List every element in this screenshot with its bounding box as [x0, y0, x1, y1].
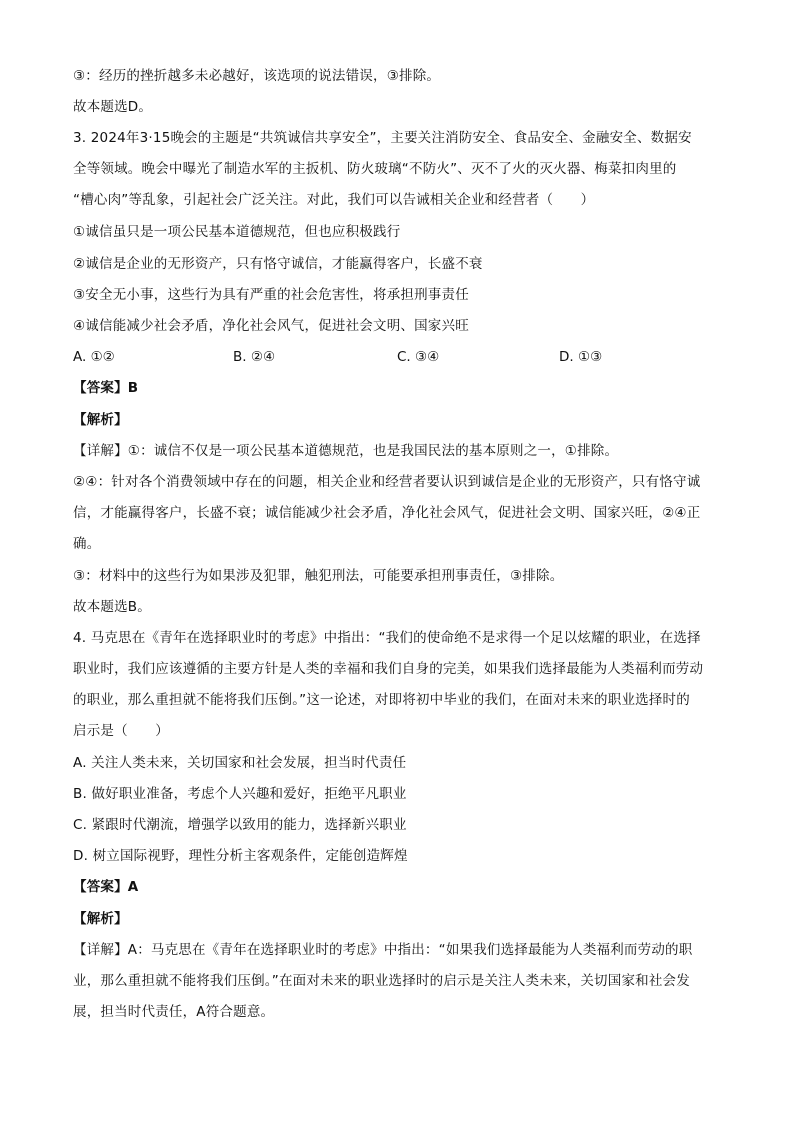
detail-line: 确。: [73, 536, 101, 552]
question-3-stem: “槽心肉”等乱象，引起社会广泛关注。对此，我们可以告诫相关企业和经营者（ ）: [73, 192, 595, 208]
conclusion-line: 故本题选B。: [73, 599, 151, 615]
text-line: 故本题选D。: [73, 99, 153, 115]
analysis-label: 【解析】: [73, 911, 128, 927]
answer-label: 【答案】B: [73, 380, 139, 396]
detail-line: 【详解】A：马克思在《青年在选择职业时的考虑》中指出：“如果我们选择最能为人类福利而劳动的职: [73, 942, 693, 958]
option-b: B. 做好职业准备，考虑个人兴趣和爱好，拒绝平凡职业: [73, 786, 407, 802]
question-4-stem: 职业时，我们应该遵循的主要方针是人类的幸福和我们自身的完美，如果我们选择最能为人类福利而劳动: [73, 661, 704, 677]
detail-line: 业，那么重担就不能将我们压倒。”在面对未来的职业选择时的启示是关注人类未来，关切国家和社会发: [73, 973, 690, 989]
question-3-options: [73, 347, 733, 367]
option-c: C. ③④: [397, 349, 440, 365]
question-3-stem: 全等领域。晚会中曝光了制造水军的主扳机、防火玻璃“不防火”、灭不了火的灭火器、梅菜扣肉里的: [73, 161, 677, 177]
question-4-stem: 启示是（ ）: [73, 723, 169, 739]
detail-line: ③：材料中的这些行为如果涉及犯罪，触犯刑法，可能要承担刑事责任，③排除。: [73, 568, 564, 584]
detail-line: 展，担当时代责任，A符合题意。: [73, 1004, 275, 1020]
detail-line: 【详解】①：诚信不仅是一项公民基本道德规范，也是我国民法的基本原则之一，①排除。: [73, 443, 619, 459]
question-4-stem: 4. 马克思在《青年在选择职业时的考虑》中指出：“我们的使命绝不是求得一个足以炫耀的职业，在选择: [73, 630, 701, 646]
text-line: ③：经历的挫折越多未必越好，该选项的说法错误，③排除。: [73, 68, 441, 84]
question-3-stem: 3. 2024年3·15晚会的主题是“共筑诚信共享安全”，主要关注消防安全、食品安全、金融安全、数据安: [73, 130, 692, 146]
statement-4: ④诚信能减少社会矛盾，净化社会风气，促进社会文明、国家兴旺: [73, 318, 469, 334]
statement-2: ②诚信是企业的无形资产，只有恪守诚信，才能赢得客户，长盛不衰: [73, 256, 483, 272]
analysis-label: 【解析】: [73, 412, 128, 428]
option-b: B. ②④: [233, 349, 276, 365]
option-d: D. 树立国际视野，理性分析主客观条件，定能创造辉煌: [73, 848, 408, 864]
answer-label: 【答案】A: [73, 879, 139, 895]
statement-1: ①诚信虽只是一项公民基本道德规范，但也应积极践行: [73, 224, 401, 240]
option-d: D. ①③: [559, 349, 603, 365]
detail-line: 信，才能赢得客户，长盛不衰；诚信能减少社会矛盾，净化社会风气，促进社会文明、国家兴旺，②④正: [73, 505, 701, 521]
option-a: A. ①②: [73, 349, 115, 365]
question-4-stem: 的职业，那么重担就不能将我们压倒。”这一论述，对即将初中毕业的我们，在面对未来的职业选择时的: [73, 692, 690, 708]
detail-line: ②④：针对各个消费领域中存在的问题，相关企业和经营者要认识到诚信是企业的无形资产，只有恪守诚: [73, 474, 701, 490]
option-a: A. 关注人类未来，关切国家和社会发展，担当时代责任: [73, 755, 407, 771]
option-c: C. 紧跟时代潮流，增强学以致用的能力，选择新兴职业: [73, 817, 407, 833]
statement-3: ③安全无小事，这些行为具有严重的社会危害性，将承担刑事责任: [73, 287, 469, 303]
